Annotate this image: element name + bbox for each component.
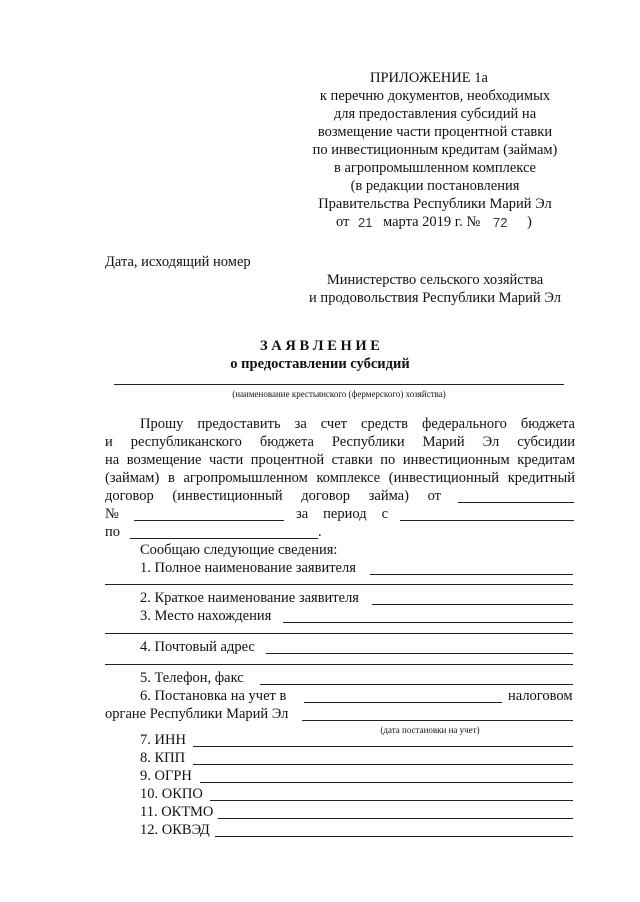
period-label: за период с — [296, 506, 388, 522]
document-title: З А Я В Л Е Н И Е — [260, 338, 380, 354]
document-subtitle: о предоставлении субсидий — [230, 356, 410, 372]
field-inn-label: 7. ИНН — [140, 732, 186, 748]
field-kpp-label: 8. КПП — [140, 750, 186, 766]
appendix-title: ПРИЛОЖЕНИЕ 1а — [370, 70, 488, 86]
period-end-dot: . — [318, 524, 322, 540]
body-line: на возмещение части процентной ставки по инвестиционным кредитам — [105, 452, 575, 468]
field-oktmo-input[interactable] — [218, 818, 573, 819]
field-full-name-input[interactable] — [370, 574, 573, 575]
field-tax-input[interactable] — [304, 702, 502, 703]
field-oktmo-label: 11. ОКТМО — [140, 804, 214, 820]
body-line: Прошу предоставить за счет средств федерального бюджета — [140, 416, 575, 432]
field-okpo-label: 10. ОКПО — [140, 786, 203, 802]
period-from-field[interactable] — [400, 520, 574, 521]
appendix-date-day: 21 — [358, 215, 373, 230]
period-to-field[interactable] — [130, 538, 318, 539]
field-tax-label-2: налоговом — [508, 688, 573, 704]
appendix-line: для предоставления субсидий на — [333, 106, 537, 122]
field-postal-input-2[interactable] — [105, 664, 573, 665]
recipient-line: и продовольствия Республики Марий Эл — [309, 290, 561, 306]
appendix-number: 72 — [493, 215, 508, 230]
contract-number-field[interactable] — [134, 520, 284, 521]
appendix-line: (в редакции постановления — [350, 178, 520, 194]
field-location-input[interactable] — [283, 622, 573, 623]
field-inn-input[interactable] — [193, 746, 573, 747]
field-location-label: 3. Место нахождения — [140, 608, 272, 624]
field-postal-input[interactable] — [266, 653, 573, 654]
appendix-line: Правительства Республики Марий Эл — [318, 196, 552, 212]
field-tax-label: 6. Постановка на учет в — [140, 688, 287, 704]
field-short-name-label: 2. Краткое наименование заявителя — [140, 590, 359, 606]
field-full-name-input-2[interactable] — [105, 584, 573, 585]
contract-number-label: № — [105, 506, 119, 522]
appendix-date-rest: марта 2019 г. № — [383, 214, 481, 230]
body-line: и республиканского бюджета Республики Марий Эл субсидии — [105, 434, 575, 450]
field-tax-date-input[interactable] — [302, 720, 573, 721]
farm-name-caption: (наименование крестьянского (фермерского) хозяйства) — [232, 389, 446, 399]
contract-date-field[interactable] — [458, 502, 574, 503]
appendix-line: по инвестиционным кредитам (займам) — [312, 142, 558, 158]
appendix-line: к перечню документов, необходимых — [319, 88, 551, 104]
field-ogrn-input[interactable] — [200, 782, 573, 783]
appendix-line: в агропромышленном комплексе — [333, 160, 536, 176]
field-okved-label: 12. ОКВЭД — [140, 822, 210, 838]
appendix-close-paren: ) — [527, 214, 532, 230]
field-full-name-label: 1. Полное наименование заявителя — [140, 560, 356, 576]
field-okpo-input[interactable] — [210, 800, 573, 801]
body-line: (займам) в агропромышленном комплексе (инвестиционный кредитный — [105, 470, 575, 486]
farm-name-field[interactable] — [114, 384, 564, 385]
field-ogrn-label: 9. ОГРН — [140, 768, 192, 784]
field-location-input-2[interactable] — [105, 633, 573, 634]
field-phone-input[interactable] — [260, 684, 573, 685]
field-short-name-input[interactable] — [372, 604, 573, 605]
info-intro: Сообщаю следующие сведения: — [140, 542, 338, 558]
date-outgoing-label: Дата, исходящий номер — [105, 254, 251, 270]
field-phone-label: 5. Телефон, факс — [140, 670, 244, 686]
field-kpp-input[interactable] — [193, 764, 573, 765]
body-line: договор (инвестиционный договор займа) от — [105, 488, 441, 504]
appendix-line: возмещение части процентной ставки — [317, 124, 553, 140]
field-tax-date-caption: (дата постановки на учет) — [380, 725, 480, 735]
appendix-date-prefix: от — [336, 214, 350, 230]
field-postal-label: 4. Почтовый адрес — [140, 639, 255, 655]
field-tax-label-3: органе Республики Марий Эл — [105, 706, 289, 722]
field-okved-input[interactable] — [215, 836, 573, 837]
period-to-label: по — [105, 524, 121, 540]
recipient-line: Министерство сельского хозяйства — [326, 272, 544, 288]
